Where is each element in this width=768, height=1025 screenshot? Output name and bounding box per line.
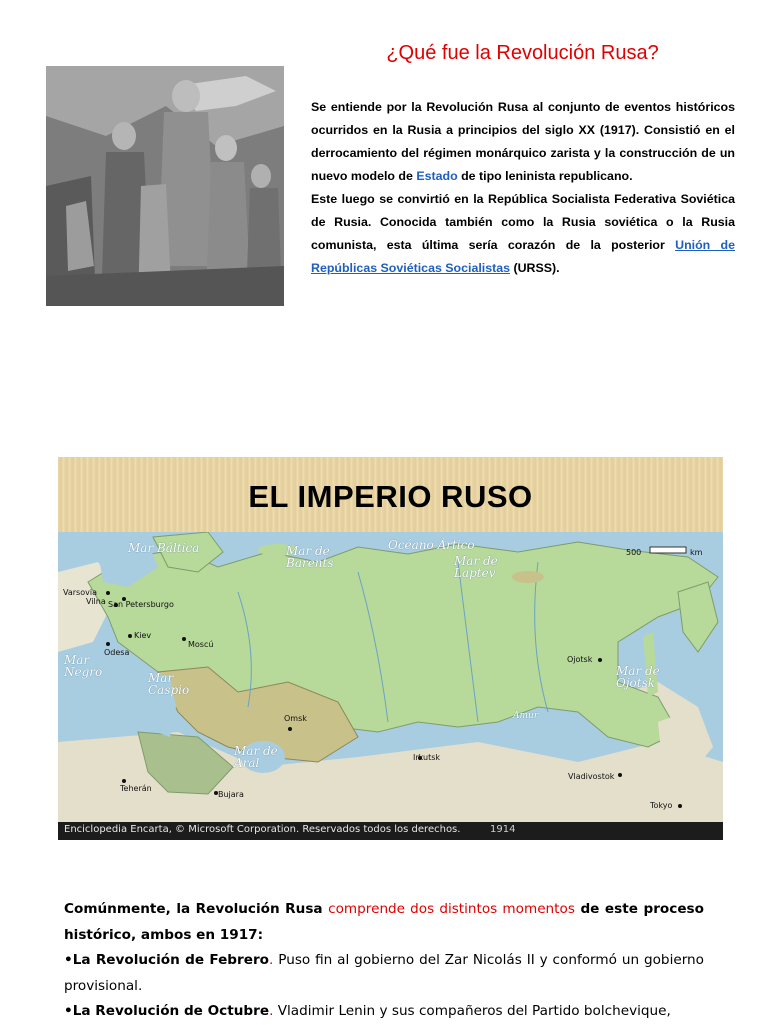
body-p1-highlight: comprende dos distintos momentos [328, 901, 575, 917]
octubre-heading: •La Revolución de Octubre [64, 1003, 270, 1019]
map-copyright: Enciclopedia Encarta, © Microsoft Corporation. Reservados todos los derechos. [64, 824, 461, 835]
body-paragraph-2 [64, 948, 704, 999]
body-paragraph-1 [64, 897, 704, 948]
intro-paragraph-1 [311, 96, 735, 188]
city-dot-odesa [106, 642, 110, 646]
city-vilna: Vilna [86, 597, 106, 606]
city-odesa: Odesa [104, 648, 130, 657]
label-mar-de-aral: Mar de Aral [234, 744, 278, 770]
label-amur: Amur [513, 711, 539, 721]
label-mar-baltica: Mar Báltica [128, 541, 200, 555]
label-mar-barents: Mar de Barents [286, 544, 334, 570]
map-title: EL IMPERIO RUSO [248, 479, 533, 514]
label-mar-caspio: Mar Caspio [148, 671, 190, 697]
label-oceano-artico: Océano Ártico [388, 538, 475, 552]
city-dot-omsk [288, 727, 292, 731]
city-dot-teheran [122, 779, 126, 783]
city-vladivostok: Vladivostok [568, 772, 615, 781]
estado-link[interactable]: Estado [416, 169, 458, 183]
febrero-period: . [269, 952, 274, 968]
label-mar-laptev: Mar de Laptev [454, 554, 498, 580]
russian-empire-map [58, 457, 723, 840]
city-kiev: Kiev [134, 631, 152, 640]
intro-p2-text: Este luego se convirtió en la República Socialista Federativa Soviética de Rusia. Conocida también como la Rusia soviética o la Rusia comunista, esta última sería corazón de la posterior [311, 192, 735, 252]
body-p1-end: de este proceso histórico, ambos en 1917: [64, 901, 704, 943]
city-dot-ojotsk [598, 658, 602, 662]
map-year: 1914 [490, 824, 516, 835]
city-ojotsk: Ojotsk [567, 655, 593, 664]
revolution-monument-image [46, 66, 284, 306]
city-omsk: Omsk [284, 714, 307, 723]
scale-value: 500 [626, 548, 642, 557]
body-text [64, 897, 704, 1025]
city-dot-kiev [128, 634, 132, 638]
febrero-heading: •La Revolución de Febrero [64, 952, 270, 968]
map-header [58, 457, 723, 532]
city-teheran: Teherán [120, 784, 152, 793]
intro-text [311, 96, 735, 280]
intro-p1-text: Se entiende por la Revolución Rusa al conjunto de eventos históricos ocurridos en la Rusia a principios del siglo XX (1917). Consistió en el derrocamiento del régimen monárquico zarista y la construcción de un nuevo modelo de [311, 100, 735, 183]
city-moscu: Moscú [188, 640, 214, 649]
map-footer [58, 822, 723, 840]
page-title: ¿Qué fue la Revolución Rusa? [386, 42, 659, 64]
city-tokyo: Tokyo [650, 801, 673, 810]
label-mar-negro: Mar Negro [64, 653, 103, 679]
intro-paragraph-2 [311, 188, 735, 280]
body-p1-start: Comúnmente, la Revolución Rusa [64, 901, 329, 917]
urss-link[interactable]: Unión de Repúblicas Soviéticas Socialistas [311, 238, 735, 275]
city-irkutsk: Irkutsk [413, 753, 441, 762]
city-san-petersburgo: San Petersburgo [108, 600, 174, 609]
city-bujara: Bujara [218, 790, 244, 799]
febrero-description: Puso fin al gobierno del Zar Nicolás II y conformó un gobierno provisional. [64, 952, 704, 994]
city-dot-moscu [182, 637, 186, 641]
scale-unit: km [690, 548, 703, 557]
intro-p1-end: de tipo leninista republicano. [457, 169, 633, 183]
body-paragraph-3 [64, 999, 704, 1025]
city-varsovia: Varsovia [63, 588, 97, 597]
city-dot-tokyo [678, 804, 682, 808]
octubre-description: Vladimir Lenin y sus compañeros del Partido bolchevique, [273, 1003, 671, 1019]
label-mar-de-ojotsk: Mar de Ojotsk [616, 664, 660, 690]
octubre-period: . [269, 1003, 274, 1019]
city-dot-varsovia [106, 591, 110, 595]
intro-p2-end: (URSS). [510, 261, 560, 275]
city-dot-vladivostok [618, 773, 622, 777]
